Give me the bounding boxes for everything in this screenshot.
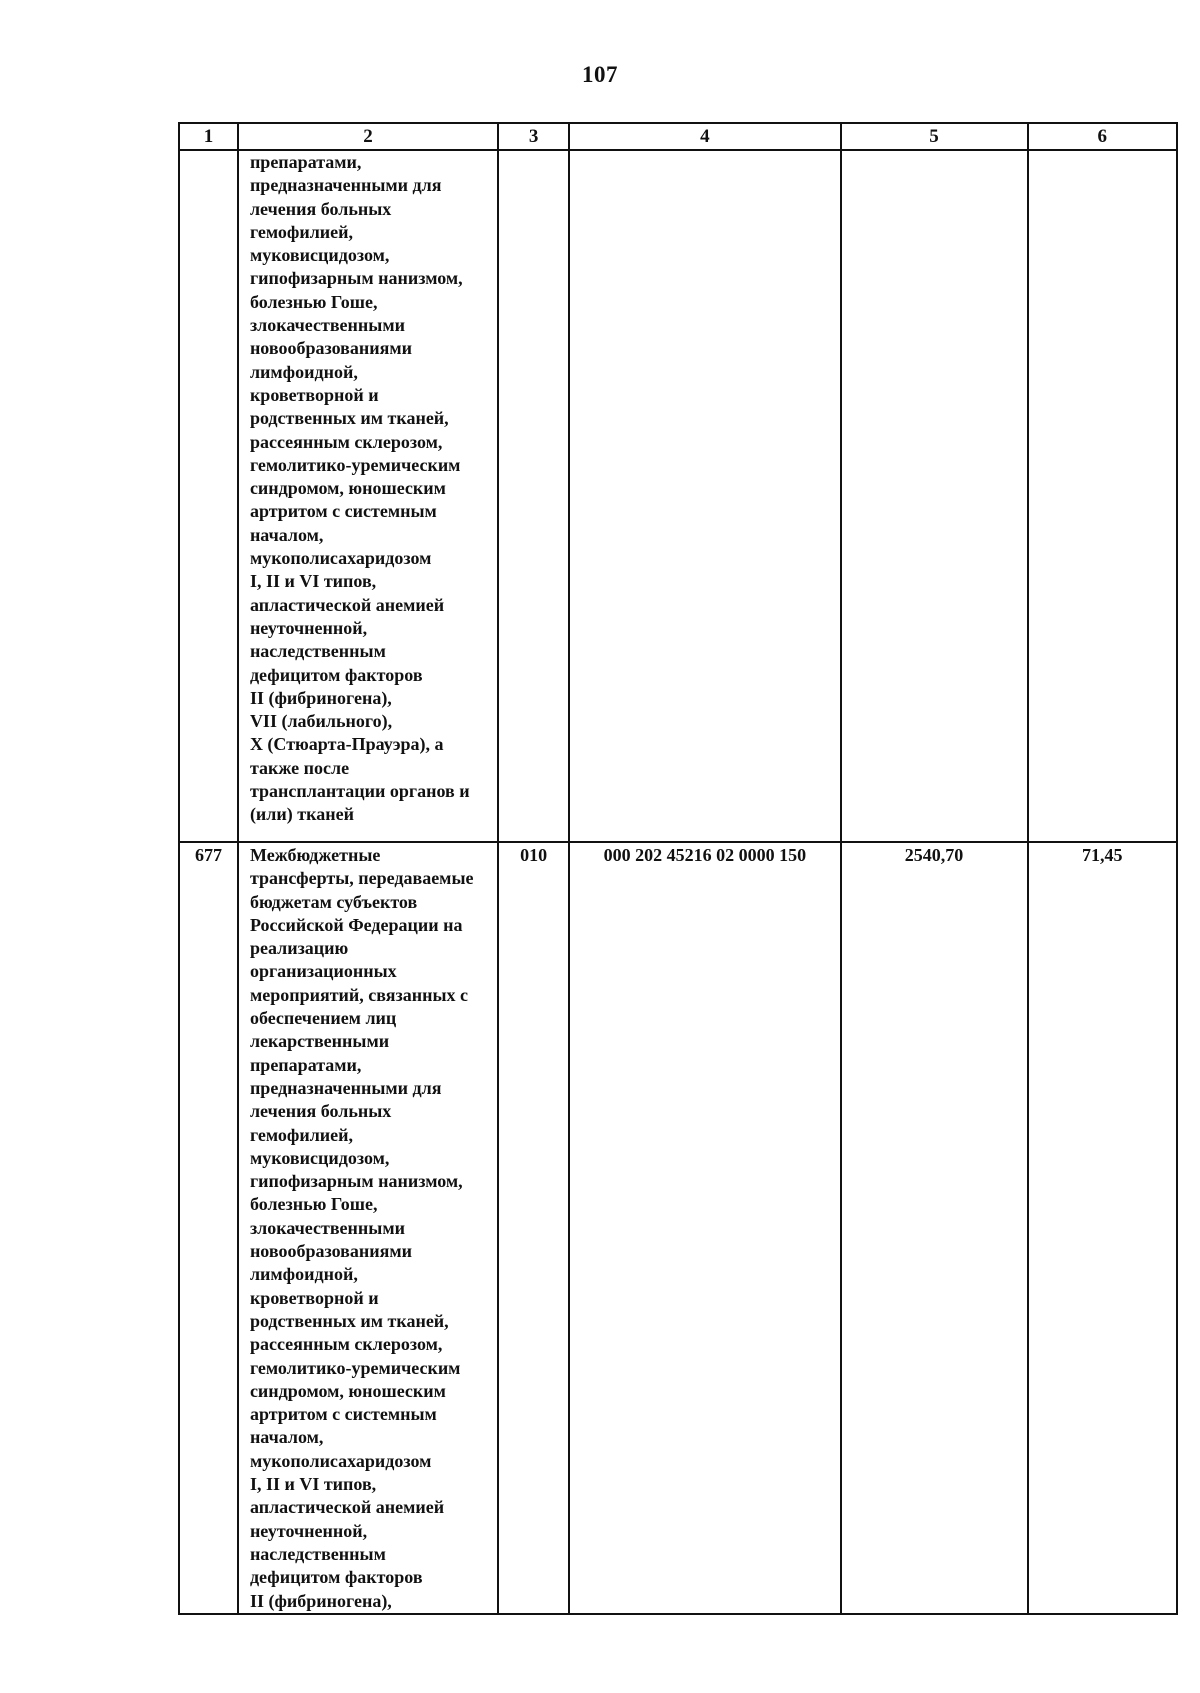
description-cell [238,150,498,842]
column-header-5: 5 [841,123,1028,150]
row-number-cell [179,150,238,842]
column-header-3: 3 [498,123,569,150]
column-header-1: 1 [179,123,238,150]
data-table [178,122,1178,1615]
table-row [179,150,1177,842]
column-header-6: 6 [1028,123,1177,150]
classification-code-cell: 000 202 45216 02 0000 150 [569,842,840,1614]
page-number: 107 [582,62,618,87]
percent-cell: 71,45 [1028,842,1177,1614]
description-text: Межбюджетные трансферты, передаваемые бюджетам субъектов Российской Федерации на реализацию организационных мероприятий, связанных с обеспечением лиц лекарственными препаратами, предназначенными для лечения больных гемофилией, муковисцидозом, гипофизарным нанизмом, болезнью Гоше, злокачественными новообразованиями лимфоидной, кроветворной и родственных им тканей, рассеянным склерозом, гемолитико-уремическим синдромом, юношеским артритом с системным началом, мукополисахаридозом I, II и VI типов, апластической анемией неуточненной, наследственным дефицитом факторов II (фибриногена), [249,845,474,1611]
classification-code-cell [569,150,840,842]
table-row [179,842,1177,1614]
column-header-4: 4 [569,123,840,150]
code-cell [498,150,569,842]
percent-cell [1028,150,1177,842]
row-number-cell: 677 [179,842,238,1614]
description-text: препаратами, предназначенными для лечения больных гемофилией, муковисцидозом, гипофизарным нанизмом, болезнью Гоше, злокачественными новообразованиями лимфоидной, кроветворной и родственных им тканей, рассеянным склерозом, гемолитико-уремическим синдромом, юношеским артритом с системным началом, мукополисахаридозом I, II и VI типов, апластической анемией неуточненной, наследственным дефицитом факторов II (фибриногена), VII (лабильного), X (Стюарта-Прауэра), а также после трансплантации органов и (или) тканей [249,152,470,825]
description-cell [238,842,498,1614]
amount-cell: 2540,70 [841,842,1028,1614]
column-header-2: 2 [238,123,498,150]
table-header-row [179,123,1177,150]
code-cell: 010 [498,842,569,1614]
amount-cell [841,150,1028,842]
